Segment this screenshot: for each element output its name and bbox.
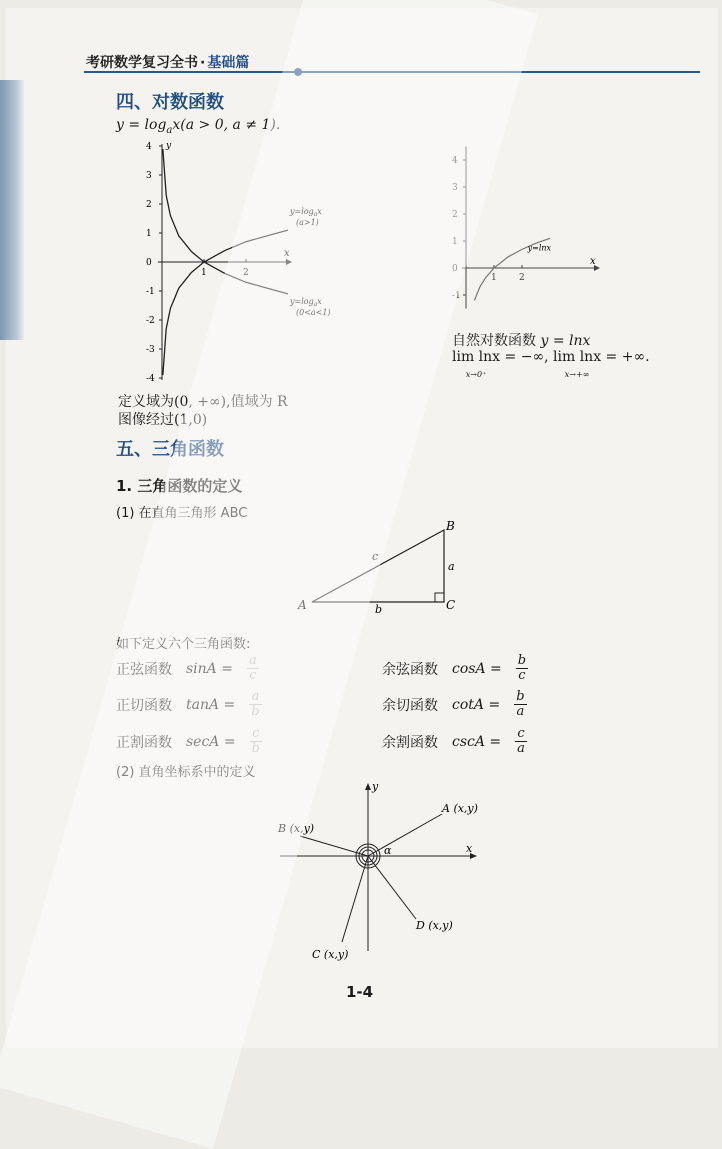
y-tick-label: -3 xyxy=(146,345,155,355)
y-tick-label: 1 xyxy=(146,229,152,239)
page-number: 1-4 xyxy=(346,983,374,1001)
y-tick-label: 0 xyxy=(146,258,152,268)
x-axis-arrow xyxy=(286,259,292,265)
csc-expr: cscA = xyxy=(452,733,502,750)
cos-num: b xyxy=(517,653,527,668)
cos-fraction xyxy=(516,654,528,683)
sec-fraction xyxy=(250,727,262,756)
x-axis-label: x xyxy=(284,248,290,259)
side-c-label: c xyxy=(372,550,379,563)
y-tick-label: -4 xyxy=(146,374,155,384)
limit-1-sub: x→0⁺ xyxy=(465,370,487,379)
page-edge-bleed xyxy=(0,80,24,340)
vertex-b-label: B xyxy=(446,519,455,533)
header-rule-dot xyxy=(294,68,302,76)
x-tick-label: 2 xyxy=(243,268,249,278)
domain-text: 定义域为(0, +∞),值域为 R xyxy=(118,394,288,410)
passes-text: 图像经过(1,0) xyxy=(118,412,208,428)
log-curve-a-gt-1 xyxy=(163,230,288,375)
header-rule xyxy=(84,71,700,73)
y-axis-arrow xyxy=(365,783,371,790)
y-tick-label: 3 xyxy=(146,171,152,181)
ray-a xyxy=(368,814,442,856)
ln-series-label: y=lnx xyxy=(527,243,552,253)
right-angle-mark xyxy=(435,593,444,602)
sec-den: b xyxy=(251,741,260,756)
ray-b xyxy=(300,836,368,856)
book-title: 考研数学复习全书 xyxy=(86,55,198,71)
sec-expr: secA = xyxy=(186,733,236,750)
cot-den: a xyxy=(516,704,525,719)
x-tick-label: 1 xyxy=(491,273,497,283)
ln-note-line1 xyxy=(452,330,590,350)
log-formula-sub: a xyxy=(166,124,173,136)
sin-expr: sinA = xyxy=(186,660,233,677)
limit-2-sub: x→+∞ xyxy=(564,370,590,379)
running-header xyxy=(86,52,249,72)
point-b-label: B (x,y) xyxy=(278,822,315,835)
log-formula-main: y = log xyxy=(116,117,167,133)
y-tick-label: 2 xyxy=(146,200,152,210)
series-cond-a-lt-1: (0<a<1) xyxy=(296,307,331,317)
part-title: 基础篇 xyxy=(207,55,250,71)
log-chart-plot xyxy=(146,141,331,384)
point-d-label: D (x,y) xyxy=(416,919,453,932)
trig-csc xyxy=(382,727,527,756)
y-tick-label: -2 xyxy=(146,316,155,326)
y-tick-label: 3 xyxy=(452,183,458,193)
tan-expr: tanA = xyxy=(186,696,236,713)
limit-1-expr: lim lnx xyxy=(452,349,501,365)
trig-cot xyxy=(382,690,527,719)
coord-y-label: y xyxy=(372,780,379,793)
trig-cos xyxy=(382,654,528,683)
ln-note-label: 自然对数函数 xyxy=(452,333,541,349)
log-formula xyxy=(116,117,280,136)
limit-1 xyxy=(452,349,500,383)
section5-title: 五、三角函数 xyxy=(116,439,224,460)
triangle-shape xyxy=(312,530,444,602)
limit-1-value: = −∞, xyxy=(504,349,549,365)
ln-note-formula: y = lnx xyxy=(540,333,591,349)
series-label-a-lt-1: $y=\log_ax$ xyxy=(290,296,322,308)
cos-expr: cosA = xyxy=(452,660,502,677)
alpha-label: α xyxy=(384,844,392,857)
cot-expr: cotA = xyxy=(452,696,501,713)
y-tick-label: 2 xyxy=(452,210,458,220)
csc-den: a xyxy=(517,741,525,756)
y-tick-label: 4 xyxy=(452,156,458,166)
csc-name: 余割函数 xyxy=(382,734,438,751)
side-b-label: b xyxy=(375,603,383,616)
y-tick-label: -1 xyxy=(146,287,155,297)
limit-2 xyxy=(553,349,601,383)
sin-fraction xyxy=(247,654,259,683)
sin-num: a xyxy=(248,653,257,668)
y-tick-label: 4 xyxy=(146,142,152,152)
tan-num: a xyxy=(249,690,261,705)
vertex-a-label: A xyxy=(298,598,307,612)
right-triangle xyxy=(290,516,470,620)
y-tick-label: -1 xyxy=(452,291,461,301)
csc-fraction xyxy=(515,727,527,756)
subsection-title: 1. 三角函数的定义 xyxy=(116,477,243,495)
section4-title: 四、对数函数 xyxy=(116,92,224,113)
sin-name: 正弦函数 xyxy=(116,661,172,678)
tan-den: b xyxy=(251,704,260,719)
point-a-label: A (x,y) xyxy=(442,802,478,815)
trig-tan xyxy=(116,690,262,719)
ray-c xyxy=(342,856,368,942)
series-cond-a-gt-1: (a>1) xyxy=(296,218,319,228)
cot-fraction xyxy=(514,690,526,719)
coordinate-diagram xyxy=(270,776,490,966)
log-formula-tail: x(a > 0, a ≠ 1). xyxy=(172,117,281,133)
x-tick-label: 1 xyxy=(201,268,207,278)
triangle-intro: (1) 在直角三角形 ABC xyxy=(116,506,248,521)
header-dot: · xyxy=(200,55,206,71)
y-tick-label: 1 xyxy=(452,237,458,247)
ln-chart-plot xyxy=(452,147,600,309)
tan-name: 正切函数 xyxy=(116,697,172,714)
define-text: 如下定义六个三角函数: xyxy=(116,637,251,652)
x-axis-label: x xyxy=(590,256,596,267)
trig-sin xyxy=(116,654,259,683)
tan-fraction xyxy=(249,690,261,719)
coord-x-label: x xyxy=(466,842,473,855)
y-axis-label: y xyxy=(166,141,172,151)
ln-limits xyxy=(452,349,650,383)
x-tick-label: 2 xyxy=(519,273,525,283)
sec-name: 正割函数 xyxy=(116,734,172,751)
trig-sec xyxy=(116,727,262,756)
sec-num: c xyxy=(250,727,262,742)
y-tick-label: 0 xyxy=(452,264,458,274)
cot-num: b xyxy=(516,689,525,704)
log-chart xyxy=(138,138,336,386)
cot-name: 余切函数 xyxy=(382,697,438,714)
series-label-a-gt-1: $y=\log_ax$ xyxy=(290,207,322,219)
cos-name: 余弦函数 xyxy=(382,661,438,678)
limit-2-expr: lim lnx xyxy=(553,349,602,365)
coord-intro: (2) 直角坐标系中的定义 xyxy=(116,765,256,780)
limit-2-value: = +∞. xyxy=(605,349,650,365)
side-a-label: a xyxy=(448,560,455,573)
log-curve-a-lt-1 xyxy=(163,149,288,294)
ln-chart xyxy=(446,144,616,320)
csc-num: c xyxy=(515,727,527,742)
sin-den: c xyxy=(249,668,257,683)
vertex-c-label: C xyxy=(446,598,456,612)
point-c-label: C (x,y) xyxy=(312,948,349,961)
cos-den: c xyxy=(518,668,526,683)
